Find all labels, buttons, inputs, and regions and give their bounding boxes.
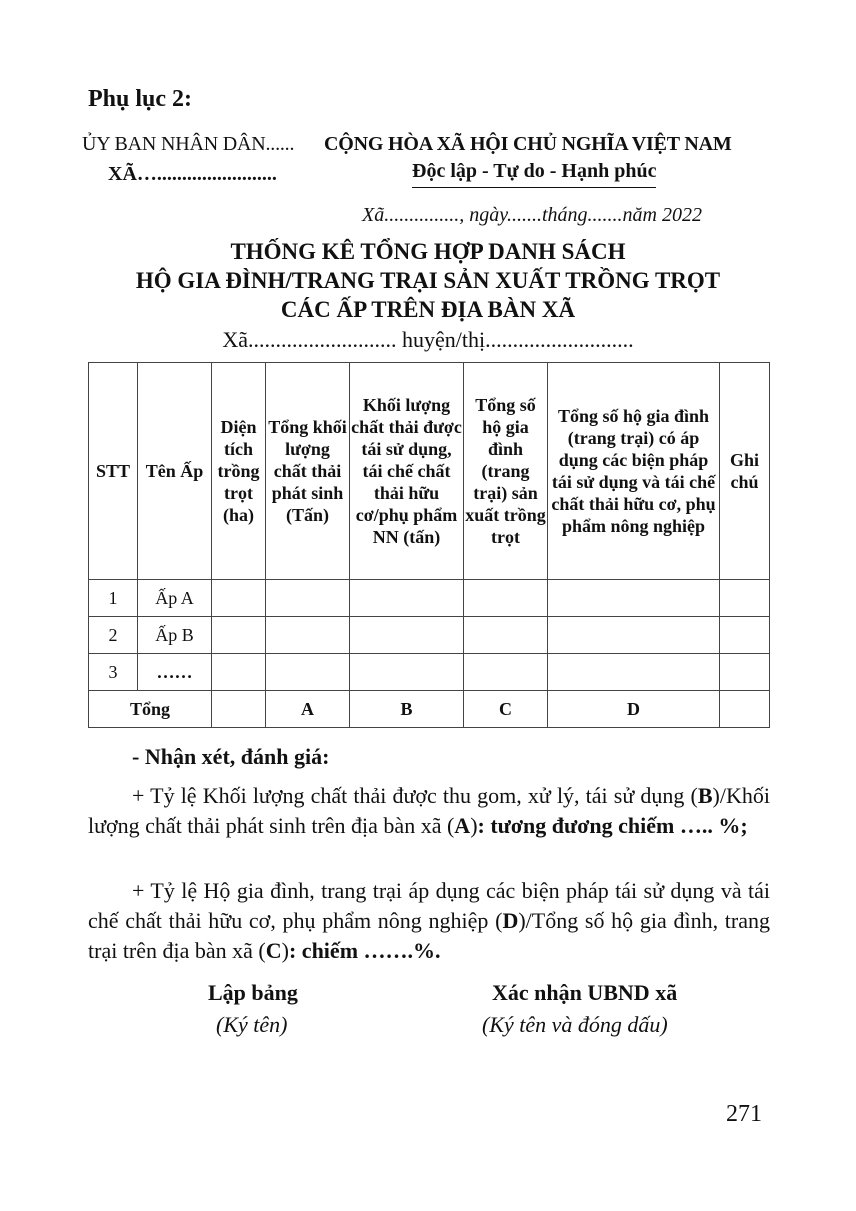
p1-b: B	[697, 783, 713, 808]
total-a: A	[266, 691, 350, 728]
row-name: ……	[138, 654, 212, 691]
country-name: CỘNG HÒA XÃ HỘI CHỦ NGHĨA VIỆT NAM	[324, 133, 732, 155]
header-stt: STT	[89, 363, 138, 580]
cell	[212, 617, 266, 654]
comment-paragraph-2	[88, 876, 770, 966]
p2-d: D	[502, 908, 519, 933]
header-notes: Ghi chú	[720, 363, 770, 580]
document-title-line2: HỘ GIA ĐÌNH/TRANG TRẠI SẢN XUẤT TRỒNG TRỌT	[135, 268, 721, 293]
page-number: 271	[726, 1101, 762, 1127]
cell	[212, 654, 266, 691]
cell	[266, 580, 350, 617]
cell	[548, 654, 720, 691]
p1-mid: )/Khối lượng chất thải phát sinh trên địa bàn xã (	[88, 783, 770, 838]
header-total-households: Tổng số hộ gia đình (trang trại) sản xuất trồng trọt	[464, 363, 548, 580]
cell	[350, 617, 464, 654]
cell	[212, 691, 266, 728]
p2-c: C	[265, 938, 282, 963]
signature-left-title: Lập bảng	[208, 980, 298, 1005]
header-recycled-waste: Khối lượng chất thải được tái sử dụng, tái chế chất thải hữu cơ/phụ phẩm NN (tấn)	[350, 363, 464, 580]
cell	[464, 654, 548, 691]
total-label: Tổng	[89, 691, 212, 728]
row-stt: 1	[89, 580, 138, 617]
p1-end: : tương đương chiếm ….. %;	[477, 813, 748, 838]
row-stt: 2	[89, 617, 138, 654]
statistics-table	[88, 362, 770, 728]
appendix-label: Phụ lục 2:	[88, 86, 193, 112]
p2-text: + Tỷ lệ Hộ gia đình, trang trại áp dụng các biện pháp tái sử dụng và tái chế chất thải hữu cơ, phụ phẩm nông nghiệp (	[88, 878, 770, 933]
table-header-row	[89, 363, 770, 580]
p1-text: + Tỷ lệ Khối lượng chất thải được thu gom, xử lý, tái sử dụng (	[132, 783, 698, 808]
header-hamlet-name: Tên Ấp	[138, 363, 212, 580]
header-households-applying: Tổng số hộ gia đình (trang trại) có áp dụng các biện pháp tái sử dụng và tái chế chất thải hữu cơ, phụ phẩm nông nghiệp	[548, 363, 720, 580]
p2-end: : chiếm …….%.	[288, 938, 441, 963]
cell	[720, 654, 770, 691]
row-name: Ấp B	[138, 617, 212, 654]
org-name-line2: XÃ…........................	[108, 163, 277, 185]
total-b: B	[350, 691, 464, 728]
total-d: D	[548, 691, 720, 728]
p1-a: A	[454, 813, 471, 838]
signature-right-sub: (Ký tên và đóng dấu)	[482, 1012, 668, 1037]
document-title-line3: CÁC ẤP TRÊN ĐỊA BÀN XÃ	[280, 297, 576, 322]
cell	[548, 580, 720, 617]
org-name-line1: ỦY BAN NHÂN DÂN......	[82, 133, 295, 155]
total-c: C	[464, 691, 548, 728]
cell	[464, 580, 548, 617]
cell	[720, 580, 770, 617]
p1-close: )	[470, 813, 478, 838]
comments-heading: - Nhận xét, đánh giá:	[132, 744, 330, 769]
p2-mid: )/Tổng số hộ gia đình, trang trại trên địa bàn xã (	[88, 908, 770, 963]
cell	[720, 691, 770, 728]
header-total-waste: Tổng khối lượng chất thải phát sinh (Tấn)	[266, 363, 350, 580]
p2-close: )	[281, 938, 289, 963]
signature-right-title: Xác nhận UBND xã	[492, 980, 678, 1005]
table-row	[89, 617, 770, 654]
row-stt: 3	[89, 654, 138, 691]
signature-left-sub: (Ký tên)	[216, 1012, 288, 1037]
table-total-row	[89, 691, 770, 728]
national-motto: Độc lập - Tự do - Hạnh phúc	[412, 160, 656, 188]
cell	[350, 580, 464, 617]
cell	[350, 654, 464, 691]
table-row	[89, 654, 770, 691]
cell	[464, 617, 548, 654]
cell	[266, 654, 350, 691]
cell	[212, 580, 266, 617]
location-line: Xã........................... huyện/thị...........................	[222, 327, 634, 352]
document-title-line1: THỐNG KÊ TỔNG HỢP DANH SÁCH	[230, 239, 626, 264]
comment-paragraph-1	[88, 781, 770, 841]
cell	[720, 617, 770, 654]
document-date: Xã..............., ngày.......tháng.......năm 2022	[362, 204, 702, 226]
cell	[548, 617, 720, 654]
header-cultivation-area: Diện tích trồng trọt (ha)	[212, 363, 266, 580]
row-name: Ấp A	[138, 580, 212, 617]
cell	[266, 617, 350, 654]
table-row	[89, 580, 770, 617]
